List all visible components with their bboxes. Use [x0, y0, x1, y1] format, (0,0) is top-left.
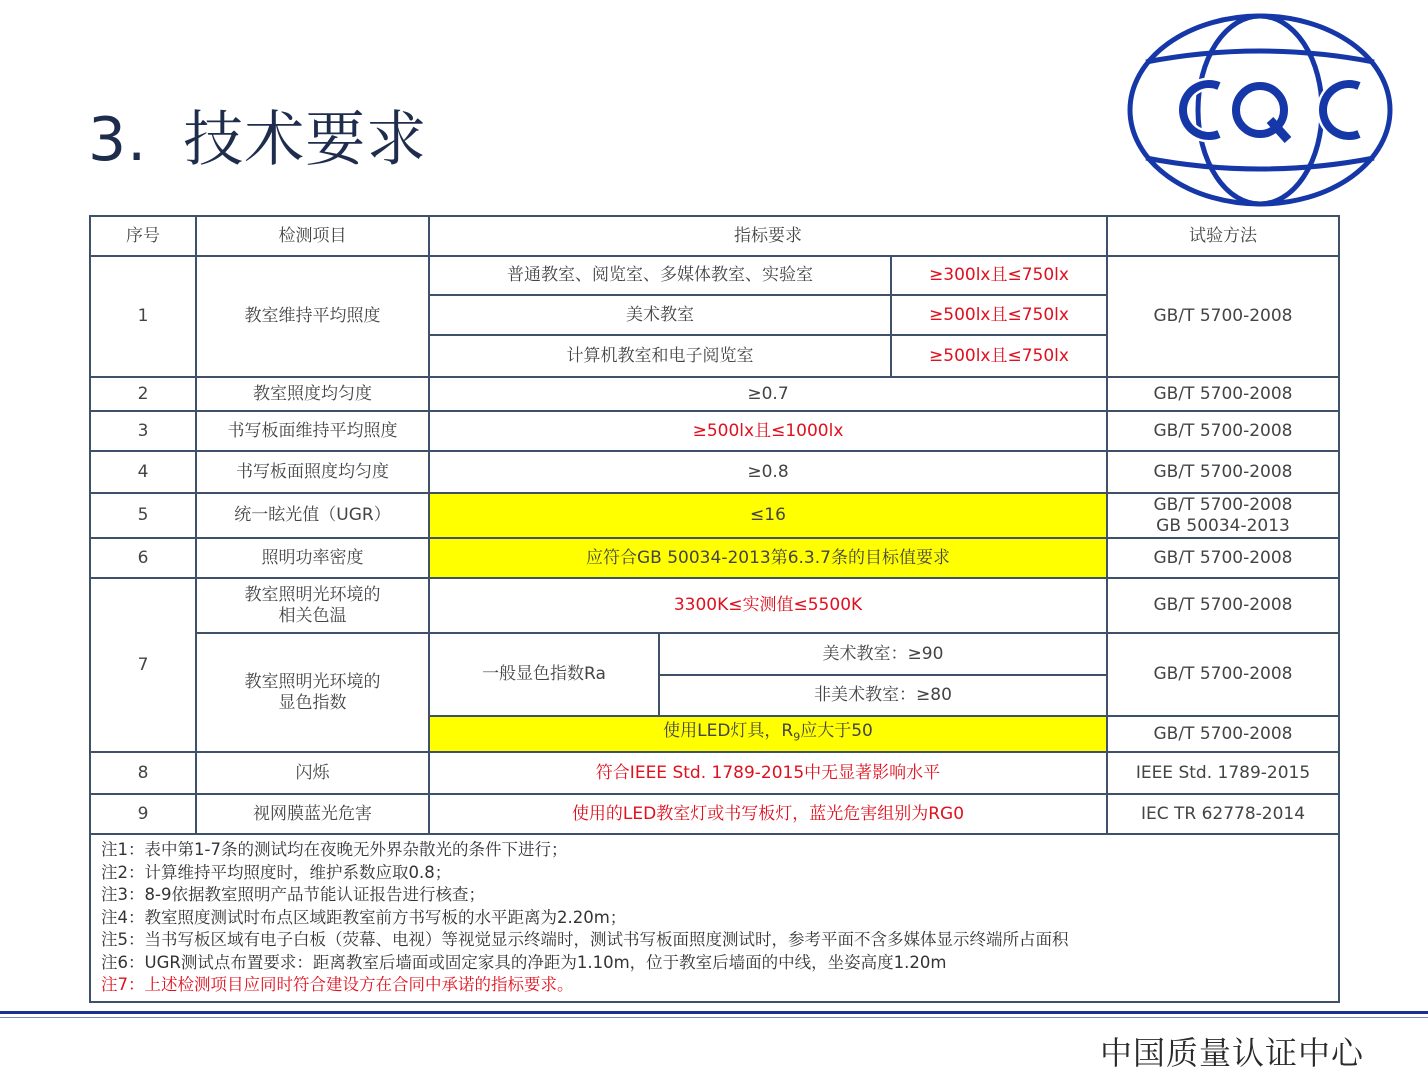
requirements-table: [89, 215, 1340, 1003]
section-title: 技术要求: [183, 105, 428, 175]
header-method: 试验方法: [1107, 216, 1339, 256]
note-4: 注4：教室照度测试时布点区域距教室前方书写板的水平距离为2.20m；: [101, 907, 627, 927]
table-row: 3 书写板面维持平均照度 ≥500lx且≤1000lx GB/T 5700-2008: [90, 411, 1339, 451]
table-row: 4 书写板面照度均匀度 ≥0.8 GB/T 5700-2008: [90, 451, 1339, 493]
section-number: 3.: [88, 105, 148, 175]
note-2: 注2：计算维持平均照度时，维护系数应取0.8；: [101, 862, 452, 882]
header-no: 序号: [90, 216, 196, 256]
note-3: 注3：8-9依据教室照明产品节能认证报告进行核查；: [101, 885, 485, 904]
header-item: 检测项目: [196, 216, 429, 256]
footer-organization: 中国质量认证中心: [1100, 1034, 1365, 1072]
cqc-logo: [1124, 10, 1396, 210]
note-7: 注7：上述检测项目应同时符合建设方在合同中承诺的指标要求。: [101, 975, 574, 994]
table-row: 5 统一眩光值（UGR） ≤16 GB/T 5700-2008 GB 50034-2013: [90, 493, 1339, 538]
table-header-row: [90, 216, 1339, 256]
table-row: 教室照明光环境的 显色指数 一般显色指数Ra 美术教室：≥90 GB/T 5700-2008: [90, 633, 1339, 675]
table-row: 2 教室照度均匀度 ≥0.7 GB/T 5700-2008: [90, 377, 1339, 411]
table-row: 8 闪烁 符合IEEE Std. 1789-2015中无显著影响水平 IEEE Std. 1789-2015: [90, 752, 1339, 794]
notes: [90, 834, 1339, 1002]
note-6: 注6：UGR测试点布置要求：距离教室后墙面或固定家具的净距为1.10m，位于教室后墙面的中线，坐姿高度1.20m: [101, 952, 947, 972]
table-row: 美术教室 ≥500lx且≤750lx: [90, 295, 1339, 335]
footer-rule-thin: [0, 1017, 1428, 1018]
note-1: 注1：表中第1-7条的测试均在夜晚无外界杂散光的条件下进行；: [101, 840, 568, 859]
table-row: 1 教室维持平均照度 普通教室、阅览室、多媒体教室、实验室 ≥300lx且≤750lx GB/T 5700-2008: [90, 256, 1339, 295]
table-row: 非美术教室：≥80: [90, 675, 1339, 716]
note-5: 注5：当书写板区域有电子白板（荧幕、电视）等视觉显示终端时，测试书写板面照度测试时，参考平面不含多媒体显示终端所占面积: [101, 930, 1069, 949]
notes-row: [90, 834, 1339, 1002]
footer-rule: [0, 1011, 1428, 1014]
header-requirement: 指标要求: [429, 216, 1107, 256]
table-row: 9 视网膜蓝光危害 使用的LED教室灯或书写板灯，蓝光危害组别为RG0 IEC TR 62778-2014: [90, 794, 1339, 834]
table-row: 使用LED灯具，$R_9$应大于50 GB/T 5700-2008: [90, 716, 1339, 752]
table-row: 7 教室照明光环境的 相关色温 3300K≤实测值≤5500K GB/T 5700-2008: [90, 578, 1339, 633]
table-row: 6 照明功率密度 应符合GB 50034-2013第6.3.7条的目标值要求 GB/T 5700-2008: [90, 538, 1339, 578]
table-row: 计算机教室和电子阅览室 ≥500lx且≤750lx: [90, 335, 1339, 377]
page-title: [88, 92, 427, 178]
